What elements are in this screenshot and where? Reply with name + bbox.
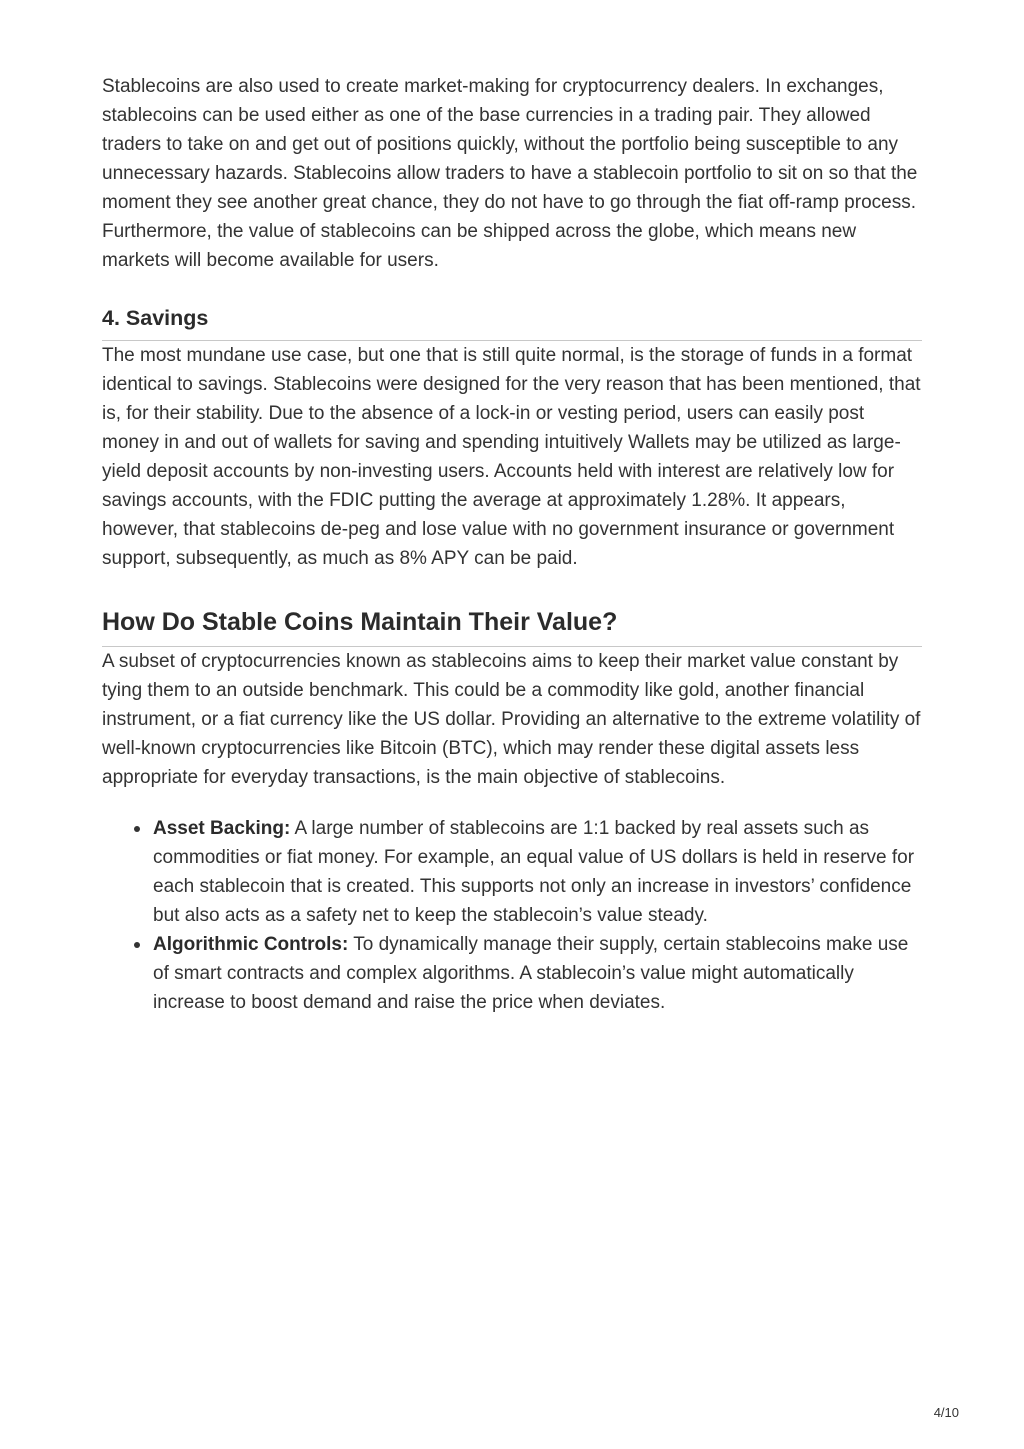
savings-paragraph: The most mundane use case, but one that is still quite normal, is the storage of funds in a format identical to savings. Stablecoins were designed for the very reason that has been mentioned, that is, for their stability. Due to the absence of a lock-in or vesting period, users can easily post money in and out of wallets for saving and spending intuitively Wallets may be utilized as large-yield deposit accounts by non-investing users. Accounts held with interest are relatively low for savings accounts, with the FDIC putting the average at approximately 1.28%. It appears, however, that stablecoins de-peg and lose value with no government insurance or government support, subsequently, as much as 8% APY can be paid. (102, 345, 921, 569)
bullet-label: Asset Backing: (153, 818, 291, 839)
bullet-text: A large number of stablecoins are 1:1 backed by real assets such as commodities or fiat money. For example, an equal value of US dollars is held in reserve for each stablecoin that is created. This supports not only an increase in investors’ confidence but also acts as a safety net to keep the stablecoin’s value steady. (153, 818, 915, 926)
maintain-value-heading: How Do Stable Coins Maintain Their Value? (102, 606, 922, 647)
page-number: 4/10 (933, 1405, 959, 1420)
savings-heading: 4. Savings (102, 304, 922, 341)
bullet-label: Algorithmic Controls: (153, 934, 349, 955)
bullet-text: To dynamically manage their supply, certain stablecoins make use of smart contracts and complex algorithms. A stablecoin’s value might automatically increase to boost demand and raise the price when deviates. (153, 934, 909, 1013)
document-page (102, 72, 922, 1017)
maintain-value-paragraph: A subset of cryptocurrencies known as stablecoins aims to keep their market value constant by tying them to an outside benchmark. This could be a commodity like gold, another financial instrument, or a fiat currency like the US dollar. Providing an alternative to the extreme volatility of well-known cryptocurrencies like Bitcoin (BTC), which may render these digital assets less appropriate for everyday transactions, is the main objective of stablecoins. (102, 651, 921, 788)
intro-paragraph: Stablecoins are also used to create market-making for cryptocurrency dealers. In exchanges, stablecoins can be used either as one of the base currencies in a trading pair. They allowed traders to take on and get out of positions quickly, without the portfolio being susceptible to any unnecessary hazards. Stablecoins allow traders to have a stablecoin portfolio to sit on so that the moment they see another great chance, they do not have to go through the fiat off-ramp process. Furthermore, the value of stablecoins can be shipped across the globe, which means new markets will become available for users. (102, 76, 918, 271)
maintain-value-bullet-list (102, 814, 922, 1017)
bullet-algorithmic-controls (153, 930, 922, 1017)
bullet-asset-backing (153, 814, 922, 930)
bullet-dot-icon (134, 826, 140, 832)
bullet-dot-icon (134, 942, 140, 948)
